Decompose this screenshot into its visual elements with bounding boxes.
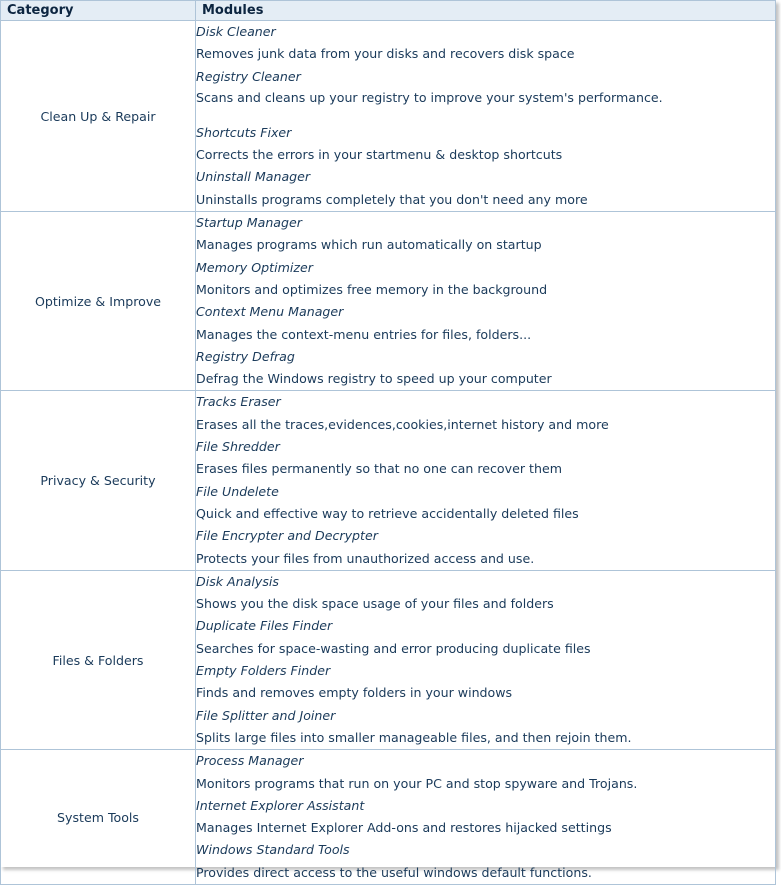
module-item [196,660,775,705]
category-row [1,570,776,749]
module-description: Manages Internet Explorer Add-ons and restores hijacked settings [196,820,612,836]
category-cell [1,750,196,885]
module-description: Manages the context-menu entries for files, folders... [196,326,532,342]
modules-cell [196,391,776,570]
module-name: Registry Defrag [196,348,295,364]
module-name: Empty Folders Finder [196,663,331,679]
module-name: Registry Cleaner [196,68,301,84]
module-description: Removes junk data from your disks and recovers disk space [196,46,575,62]
modules-cell [196,212,776,391]
module-item [196,166,775,211]
category-column-header: Category [1,1,196,21]
category-row [1,750,776,885]
header-row [1,1,776,21]
module-description: Erases all the traces,evidences,cookies,internet history and more [196,416,609,432]
module-description: Erases files permanently so that no one can recover them [196,461,562,477]
category-name: Privacy & Security [40,473,156,489]
category-name: Clean Up & Repair [40,108,156,124]
module-name: Disk Analysis [196,573,279,589]
module-name: Internet Explorer Assistant [196,797,365,813]
module-description: Scans and cleans up your registry to improve your system's performance. [196,89,663,105]
category-cell [1,570,196,749]
module-name: Context Menu Manager [196,304,344,320]
module-name: Shortcuts Fixer [196,124,292,140]
module-description: Quick and effective way to retrieve accidentally deleted files [196,505,579,521]
category-name: Optimize & Improve [34,293,162,309]
module-name: File Undelete [196,483,279,499]
module-description: Finds and removes empty folders in your windows [196,685,513,701]
module-item [196,436,775,481]
module-item [196,122,775,167]
modules-column-header: Modules [196,1,776,21]
module-item [196,795,775,840]
module-description: Provides direct access to the useful windows default functions. [196,864,592,880]
module-name: File Splitter and Joiner [196,707,336,723]
category-row [1,391,776,570]
module-item [196,525,775,570]
module-item [196,66,775,122]
category-cell [1,21,196,212]
modules-cell [196,570,776,749]
module-description: Manages programs which run automatically on startup [196,237,542,253]
module-name: Disk Cleaner [196,24,276,39]
modules-cell [196,750,776,885]
category-row [1,212,776,391]
module-item [196,705,775,750]
module-item [196,571,775,616]
category-row [1,21,776,212]
module-item [196,301,775,346]
module-name: Uninstall Manager [196,169,311,185]
module-item [196,346,775,391]
module-item [196,212,775,257]
module-item [196,839,775,884]
module-item [196,481,775,526]
module-description: Splits large files into smaller manageable files, and then rejoin them. [196,729,632,745]
module-item [196,615,775,660]
module-name: Process Manager [196,753,304,769]
module-item [196,750,775,795]
module-description: Searches for space-wasting and error producing duplicate files [196,640,591,656]
module-name: File Shredder [196,439,280,455]
modules-cell [196,21,776,212]
category-name: Files & Folders [52,652,144,668]
module-name: Startup Manager [196,215,302,231]
module-description: Monitors programs that run on your PC and stop spyware and Trojans. [196,775,638,791]
module-description: Defrag the Windows registry to speed up your computer [196,371,552,387]
module-name: File Encrypter and Decrypter [196,528,378,544]
category-cell [1,212,196,391]
module-description: Shows you the disk space usage of your files and folders [196,596,554,612]
module-name: Tracks Eraser [196,394,281,410]
category-name: System Tools [57,809,139,825]
module-item [196,21,775,66]
category-cell [1,391,196,570]
module-name: Memory Optimizer [196,259,313,275]
module-item [196,257,775,302]
module-description: Protects your files from unauthorized access and use. [196,550,535,566]
module-name: Duplicate Files Finder [196,618,333,634]
module-description: Corrects the errors in your startmenu & desktop shortcuts [196,147,563,163]
module-description: Uninstalls programs completely that you don't need any more [196,191,588,207]
module-item [196,391,775,436]
module-name: Windows Standard Tools [196,842,350,858]
module-description: Monitors and optimizes free memory in the background [196,281,548,297]
